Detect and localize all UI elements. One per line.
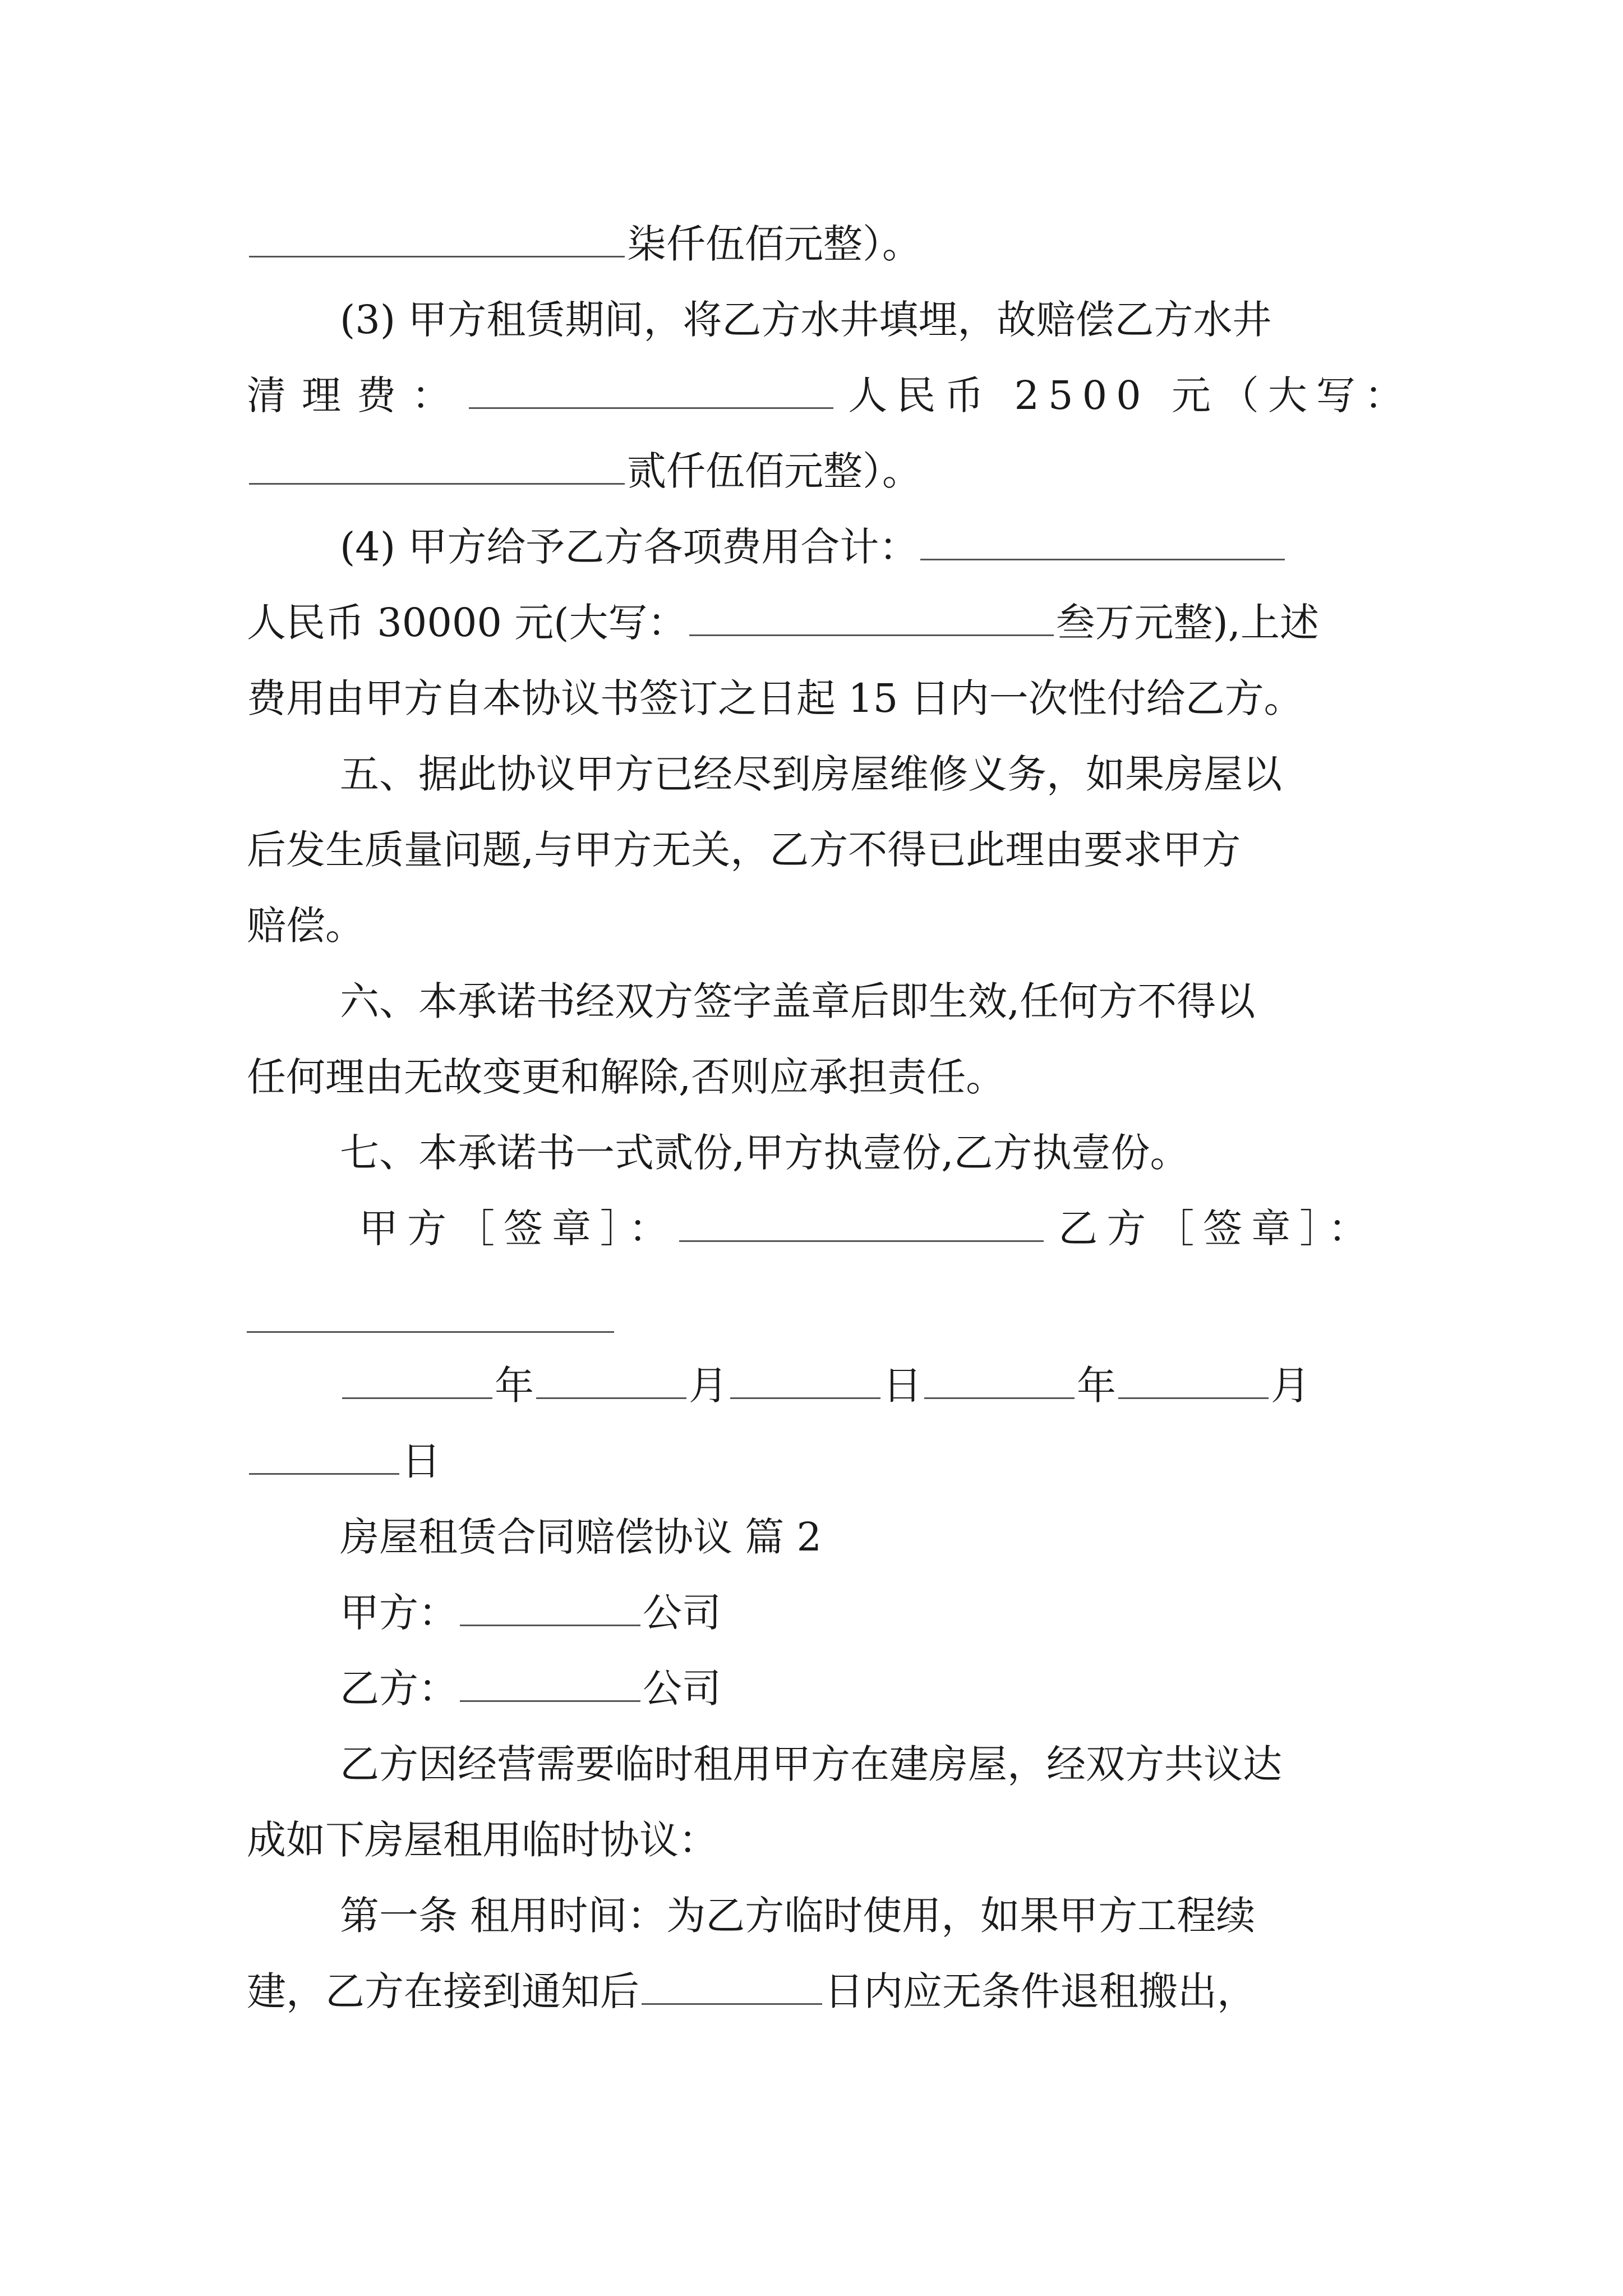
text-segment: 公司 bbox=[643, 1665, 721, 1711]
text-line: 费用由甲方自本协议书签订之日起 15 日内一次性付给乙方。 bbox=[247, 675, 1303, 721]
blank-field bbox=[249, 1441, 399, 1475]
blank-field bbox=[469, 375, 833, 409]
party-b-signature-label: 乙方［签章］： bbox=[1058, 1205, 1377, 1251]
month-label: 月 bbox=[689, 1363, 728, 1409]
month-label: 月 bbox=[1271, 1363, 1310, 1409]
text-segment: 甲方： bbox=[340, 1590, 458, 1636]
text-line bbox=[340, 519, 1287, 575]
blank-field bbox=[1118, 1365, 1269, 1399]
day-label: 日 bbox=[883, 1363, 922, 1409]
text-segment: 公司 bbox=[643, 1590, 721, 1636]
text-line: 赔偿。 bbox=[247, 903, 365, 949]
text-line: 七、本承诺书一式贰份,甲方执壹份,乙方执壹份。 bbox=[340, 1130, 1189, 1176]
text-segment: 人民币 2500 元（大写： bbox=[848, 372, 1413, 418]
party-a-line bbox=[340, 1585, 721, 1641]
blank-field bbox=[924, 1365, 1075, 1399]
text-line bbox=[247, 595, 1319, 651]
blank-field bbox=[689, 602, 1054, 636]
text-line bbox=[247, 443, 921, 499]
text-line bbox=[247, 1963, 1256, 2019]
text-line bbox=[247, 216, 921, 272]
text-line: 六、本承诺书经双方签字盖章后即生效,任何方不得以 bbox=[340, 978, 1256, 1024]
blank-field bbox=[249, 450, 625, 485]
text-line: 成如下房屋租用临时协议： bbox=[247, 1817, 718, 1863]
blank-field bbox=[730, 1365, 880, 1399]
text-segment: 乙方： bbox=[340, 1665, 458, 1711]
text-line: 乙方因经营需要临时租用甲方在建房屋，经双方共议达 bbox=[340, 1741, 1282, 1787]
text-segment: 日内应无条件退租搬出， bbox=[824, 1968, 1256, 2014]
text-segment: (4) 甲方给予乙方各项费用合计： bbox=[340, 524, 919, 570]
party-a-signature-label: 甲方［签章］： bbox=[359, 1205, 677, 1251]
text-segment: 建，乙方在接到通知后 bbox=[247, 1968, 639, 2014]
blank-field bbox=[642, 1971, 822, 2005]
blank-field bbox=[342, 1365, 492, 1399]
blank-field bbox=[679, 1208, 1044, 1242]
text-segment: 柒仟伍佰元整）。 bbox=[627, 221, 921, 267]
text-segment: 人民币 30000 元(大写： bbox=[247, 600, 687, 646]
blank-field bbox=[920, 526, 1285, 560]
date-line bbox=[247, 1433, 441, 1489]
text-segment: 贰仟伍佰元整）。 bbox=[627, 448, 921, 494]
text-line: 任何理由无故变更和解除,否则应承担责任。 bbox=[247, 1054, 1006, 1100]
day-label: 日 bbox=[402, 1438, 441, 1484]
signature-line bbox=[359, 1200, 1376, 1257]
blank-field bbox=[460, 1668, 640, 1702]
section-title: 房屋租赁合同赔偿协议 篇 2 bbox=[340, 1514, 822, 1560]
text-line: (3) 甲方租赁期间，将乙方水井填埋，故赔偿乙方水井 bbox=[340, 297, 1272, 343]
date-line bbox=[340, 1358, 1310, 1414]
text-line: 第一条 租用时间：为乙方临时使用，如果甲方工程续 bbox=[340, 1893, 1256, 1939]
year-label: 年 bbox=[495, 1363, 534, 1409]
text-line bbox=[247, 367, 1413, 424]
blank-field bbox=[536, 1365, 686, 1399]
text-segment: 清理费： bbox=[247, 372, 467, 418]
text-line: 五、据此协议甲方已经尽到房屋维修义务，如果房屋以 bbox=[340, 751, 1282, 797]
text-segment: 叁万元整),上述 bbox=[1055, 600, 1320, 646]
blank-field bbox=[247, 1329, 614, 1333]
blank-field bbox=[249, 223, 625, 257]
text-line: 后发生质量问题,与甲方无关，乙方不得已此理由要求甲方 bbox=[247, 827, 1241, 873]
blank-field bbox=[460, 1592, 640, 1626]
year-label: 年 bbox=[1077, 1363, 1116, 1409]
party-b-line bbox=[340, 1660, 721, 1717]
